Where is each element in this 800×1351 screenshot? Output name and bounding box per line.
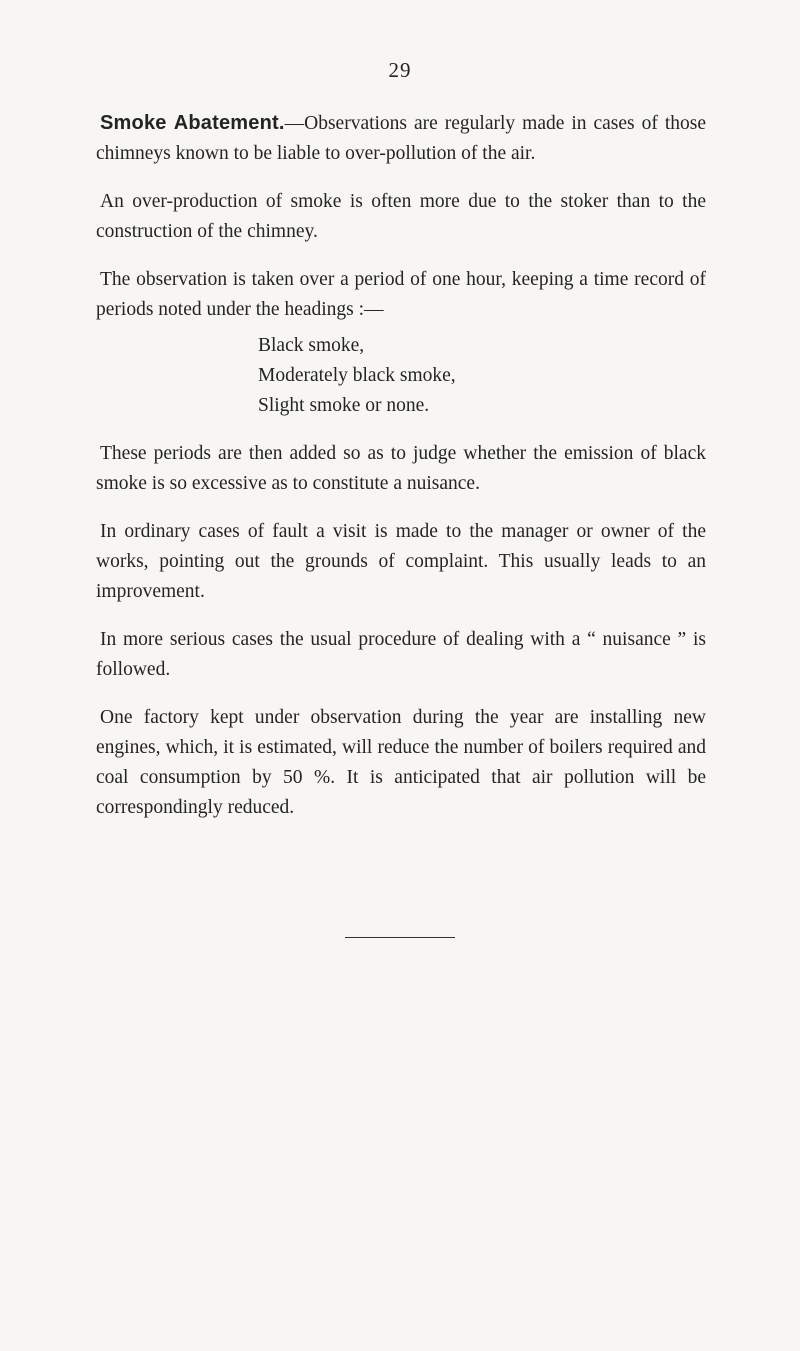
- paragraph-text: —Observations are regularly made in cases of those chimneys known to be liable to over-pollution of the air.: [96, 113, 707, 164]
- paragraph-ordinary-cases: In ordinary cases of fault a visit is made to the manager or owner of the works, pointing out the grounds of complaint. This usually leads to an improvement.: [96, 521, 706, 602]
- list-item: Moderately black smoke,: [258, 365, 456, 386]
- list-item: Slight smoke or none.: [258, 395, 430, 416]
- paragraph-factory-observation: One factory kept under observation during the year are installing new engines, which, it is estimated, will reduce the number of boilers required and coal consumption by 50 %. It is anticipated that air pollution will be correspondingly reduced.: [96, 707, 706, 818]
- smoke-headings-list: [96, 331, 706, 421]
- section-divider: [345, 937, 455, 938]
- list-item: Black smoke,: [258, 335, 365, 356]
- paragraph-serious-cases: In more serious cases the usual procedure of dealing with a “ nuisance ” is followed.: [96, 629, 706, 680]
- paragraph-smoke-abatement: [96, 108, 706, 169]
- paragraph-over-production: An over-production of smoke is often more due to the stoker than to the construction of the chimney.: [96, 191, 706, 242]
- page-body: [96, 108, 706, 841]
- section-heading: Smoke Abatement.: [100, 112, 285, 134]
- page-number: 29: [388, 58, 412, 82]
- paragraph-periods-added: These periods are then added so as to judge whether the emission of black smoke is so excessive as to constitute a nuisance.: [96, 443, 706, 494]
- paragraph-observation-period: The observation is taken over a period of one hour, keeping a time record of periods noted under the headings :—: [96, 269, 706, 320]
